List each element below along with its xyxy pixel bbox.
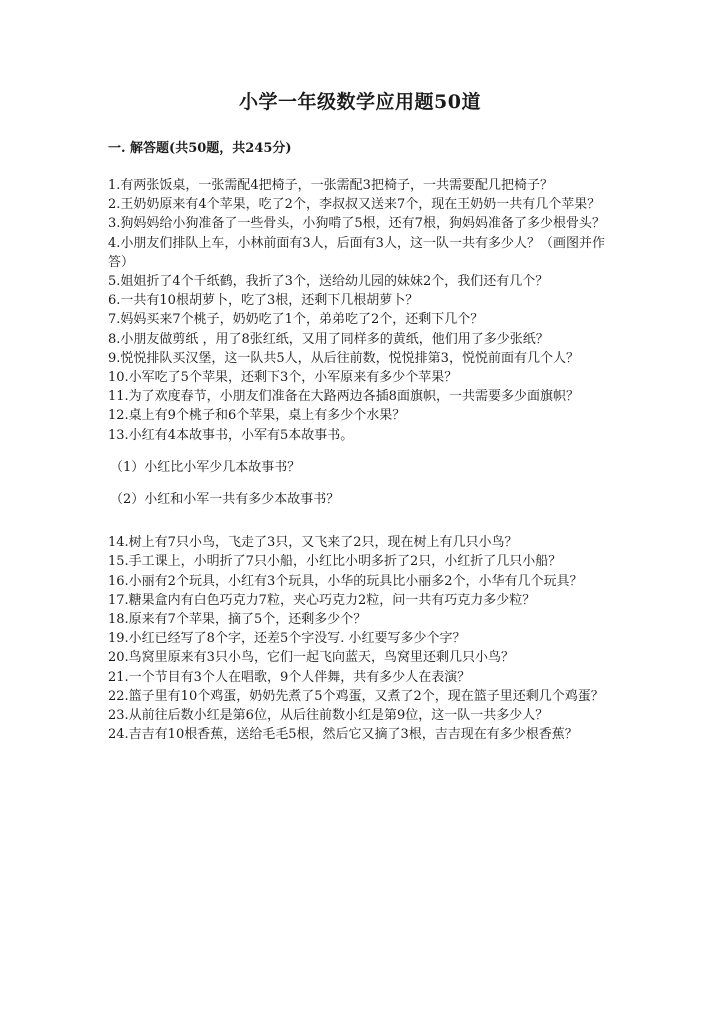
question-5: 5.姐姐折了4个千纸鹤，我折了3个，送给幼儿园的妹妹2个，我们还有几个？	[108, 274, 549, 290]
question-4: 4.小朋友们排队上车，小林前面有3人，后面有3人，这一队一共有多少人？（画图并作答）	[108, 235, 605, 270]
question-6: 6.一共有10根胡萝卜，吃了3根，还剩下几根胡萝卜？	[108, 293, 419, 309]
question-3: 3.狗妈妈给小狗准备了一些骨头，小狗啃了5根，还有7根，狗妈妈准备了多少根骨头？	[108, 216, 605, 232]
question-18: 18.原来有7个苹果，摘了5个，还剩多少个？	[108, 612, 367, 628]
section-header: 一. 解答题(共50题，共245分)	[108, 141, 292, 156]
question-17: 17.糖果盒内有白色巧克力7粒，夹心巧克力2粒，问一共有巧克力多少粒？	[108, 592, 536, 608]
page-title: 小学一年级数学应用题50道	[239, 91, 481, 113]
sub-question-13-2: （2）小红和小军一共有多少本故事书？	[110, 492, 340, 508]
question-15: 15.手工课上，小明折了7只小船，小红比小明多折了2只，小红折了几只小船？	[108, 554, 562, 570]
question-8: 8.小朋友做剪纸 ，用了8张红纸，又用了同样多的黄纸，他们用了多少张纸？	[108, 331, 549, 347]
question-list	[108, 176, 612, 744]
question-24: 24.吉吉有10根香蕉，送给毛毛5根，然后它又摘了3根，吉吉现在有多少根香蕉？	[108, 727, 578, 743]
question-10: 10.小军吃了5个苹果，还剩下3个，小军原来有多少个苹果？	[108, 370, 458, 386]
question-13: 13.小红有4本故事书，小军有5本故事书。	[108, 427, 354, 443]
question-12: 12.桌上有9个桃子和6个苹果，桌上有多少个水果？	[108, 408, 406, 424]
question-16: 16.小丽有2个玩具，小红有3个玩具，小华的玩具比小丽多2个，小华有几个玩具？	[108, 573, 583, 589]
question-23: 23.从前往后数小红是第6位，从后往前数小红是第9位，这一队一共多少人？	[108, 708, 549, 724]
question-1: 1.有两张饭桌，一张需配4把椅子，一张需配3把椅子，一共需要配几把椅子？	[108, 178, 553, 193]
question-21: 21.一个节目有3个人在唱歌，9个人伴舞，共有多少人在表演？	[108, 669, 471, 685]
question-2: 2.王奶奶原来有4个苹果，吃了2个，李叔叔又送来7个，现在王奶奶一共有几个苹果？	[108, 197, 601, 213]
question-20: 20.鸟窝里原来有3只小鸟，它们一起飞向蓝天，鸟窝里还剩几只小鸟？	[108, 650, 514, 666]
question-22: 22.篮子里有10个鸡蛋，奶奶先煮了5个鸡蛋，又煮了2个，现在篮子里还剩几个鸡蛋？	[108, 688, 604, 704]
question-14: 14.树上有7只小鸟，飞走了3只，又飞来了2只，现在树上有几只小鸟？	[108, 535, 518, 551]
question-19: 19.小红已经写了8个字，还差5个字没写. 小红要写多少个字？	[108, 631, 466, 647]
sub-question-13-1: （1）小红比小军少几本故事书？	[110, 459, 301, 475]
question-7: 7.妈妈买来7个桃子，奶奶吃了1个，弟弟吃了2个，还剩下几个？	[108, 312, 484, 328]
question-11: 11.为了欢度春节，小朋友们准备在大路两边各插8面旗帜，一共需要多少面旗帜？	[108, 389, 579, 405]
question-9: 9.悦悦排队买汉堡，这一队共5人，从后往前数，悦悦排第3，悦悦前面有几个人？	[108, 350, 579, 366]
